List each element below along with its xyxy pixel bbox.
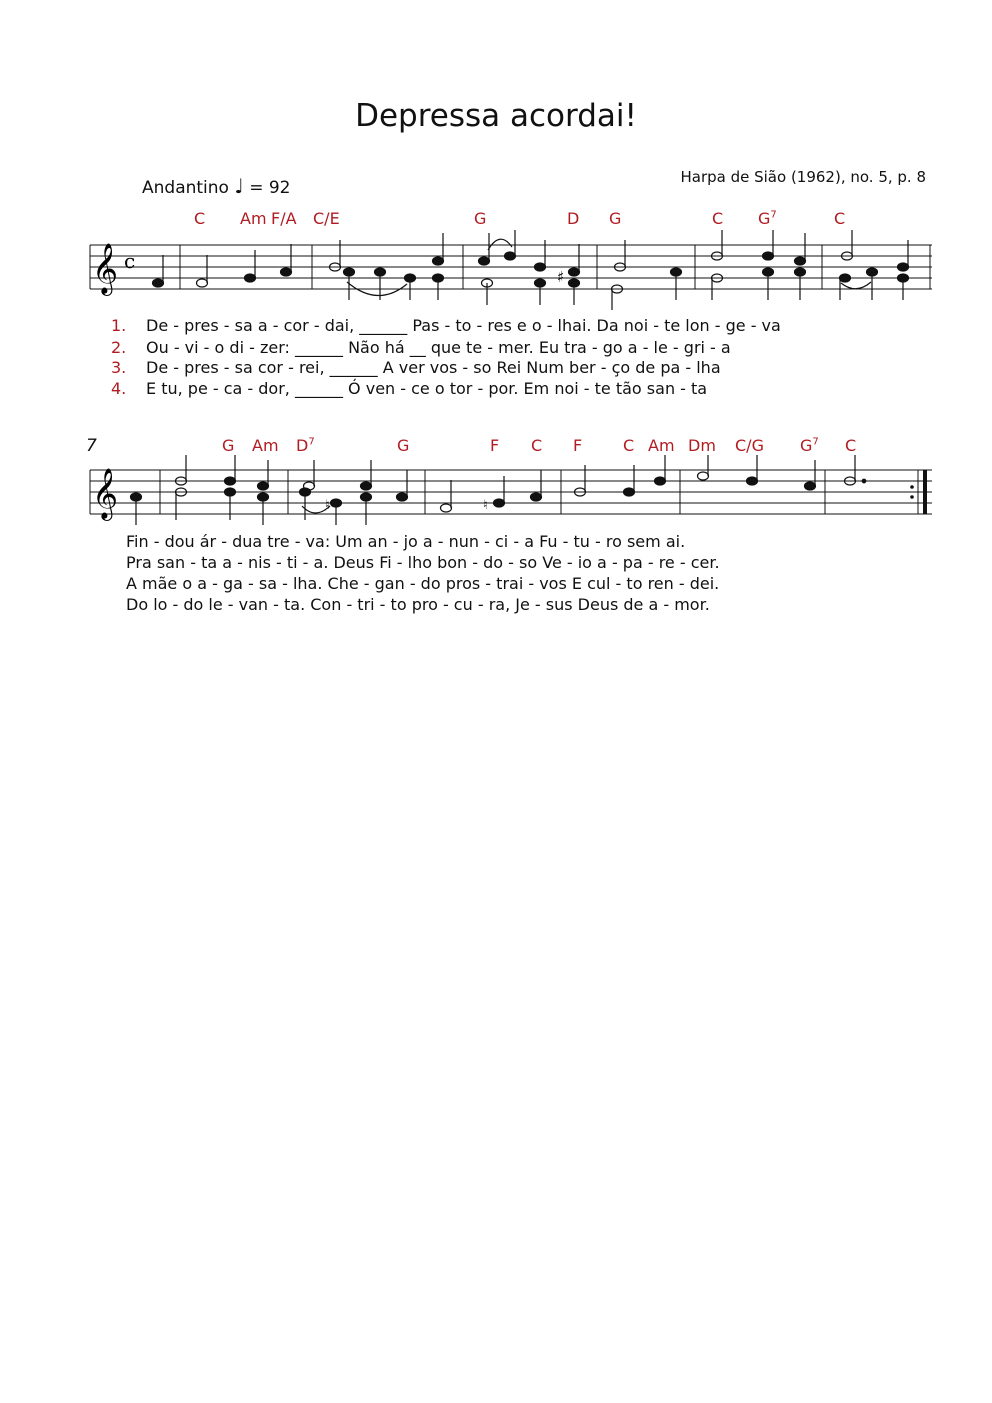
chord-symbol: C xyxy=(194,209,206,228)
verse-number: 2. xyxy=(111,338,127,357)
chord-symbol: F/A xyxy=(271,209,297,228)
common-time-icon: c xyxy=(124,249,136,273)
verse-text: Ou - vi - o di - zer: ______ Não há __ que te - mer. Eu tra - go a - le - gri - a xyxy=(146,338,731,357)
chord-symbol: $D^7$ xyxy=(296,436,315,455)
verse-number: 4. xyxy=(111,379,127,398)
chord-symbol: F xyxy=(490,436,500,455)
measure-number: 7 xyxy=(86,436,97,456)
verse-line: A mãe o a - ga - sa - lha. Che - gan - do pros - trai - vos E cul - to ren - dei. xyxy=(126,574,720,593)
sharp-icon: ♯ xyxy=(557,268,565,286)
verse-number: 1. xyxy=(111,316,127,335)
treble-clef-icon: 𝄞 xyxy=(92,468,119,519)
verse-line: Do lo - do le - van - ta. Con - tri - to pro - cu - ra, Je - sus Deus de a - mor. xyxy=(126,595,710,614)
chord-symbol: $G^7$ xyxy=(758,209,777,228)
chord-symbol: $G^7$ xyxy=(800,436,819,455)
source-reference: Harpa de Sião (1962), no. 5, p. 8 xyxy=(680,168,926,186)
tempo-bpm: = 92 xyxy=(249,178,291,198)
chord-symbol: Am xyxy=(648,436,675,455)
chord-symbol: C xyxy=(845,436,857,455)
chord-symbol: C xyxy=(531,436,543,455)
staff-system-2 xyxy=(0,455,992,535)
chord-symbol: G xyxy=(397,436,410,455)
tempo-marking xyxy=(142,174,290,198)
chord-symbol: Am xyxy=(252,436,279,455)
chord-symbol: G xyxy=(609,209,622,228)
staff-system-1 xyxy=(0,230,992,310)
chord-symbol: Dm xyxy=(688,436,716,455)
chord-symbol: G xyxy=(222,436,235,455)
treble-clef-icon: 𝄞 xyxy=(92,243,119,294)
tempo-text: Andantino xyxy=(142,178,229,198)
chord-symbol: C/G xyxy=(735,436,764,455)
natural-icon: ♮ xyxy=(325,498,330,513)
chord-symbol: G xyxy=(474,209,487,228)
verse-text: De - pres - sa cor - rei, ______ A ver vos - so Rei Num ber - ço de pa - lha xyxy=(146,358,721,377)
quarter-note-icon: ♩ xyxy=(234,174,244,198)
chord-symbol: C xyxy=(712,209,724,228)
natural-icon: ♮ xyxy=(483,498,488,513)
chord-symbol: C/E xyxy=(313,209,340,228)
chord-symbol: C xyxy=(623,436,635,455)
verse-text: E tu, pe - ca - dor, ______ Ó ven - ce o tor - por. Em noi - te tão san - ta xyxy=(146,379,708,398)
chord-symbol: D xyxy=(567,209,580,228)
chord-symbol: Am xyxy=(240,209,267,228)
chord-symbol: C xyxy=(834,209,846,228)
verse-line: Fin - dou ár - dua tre - va: Um an - jo a - nun - ci - a Fu - tu - ro sem ai. xyxy=(126,532,686,551)
chord-symbol: F xyxy=(573,436,583,455)
verse-line: Pra san - ta a - nis - ti - a. Deus Fi - lho bon - do - so Ve - io a - pa - re - cer. xyxy=(126,553,720,572)
page-title: Depressa acordai! xyxy=(355,98,637,134)
verse-number: 3. xyxy=(111,358,127,377)
verse-text: De - pres - sa a - cor - dai, ______ Pas - to - res e o - lhai. Da noi - te lon - ge - va xyxy=(146,316,781,335)
